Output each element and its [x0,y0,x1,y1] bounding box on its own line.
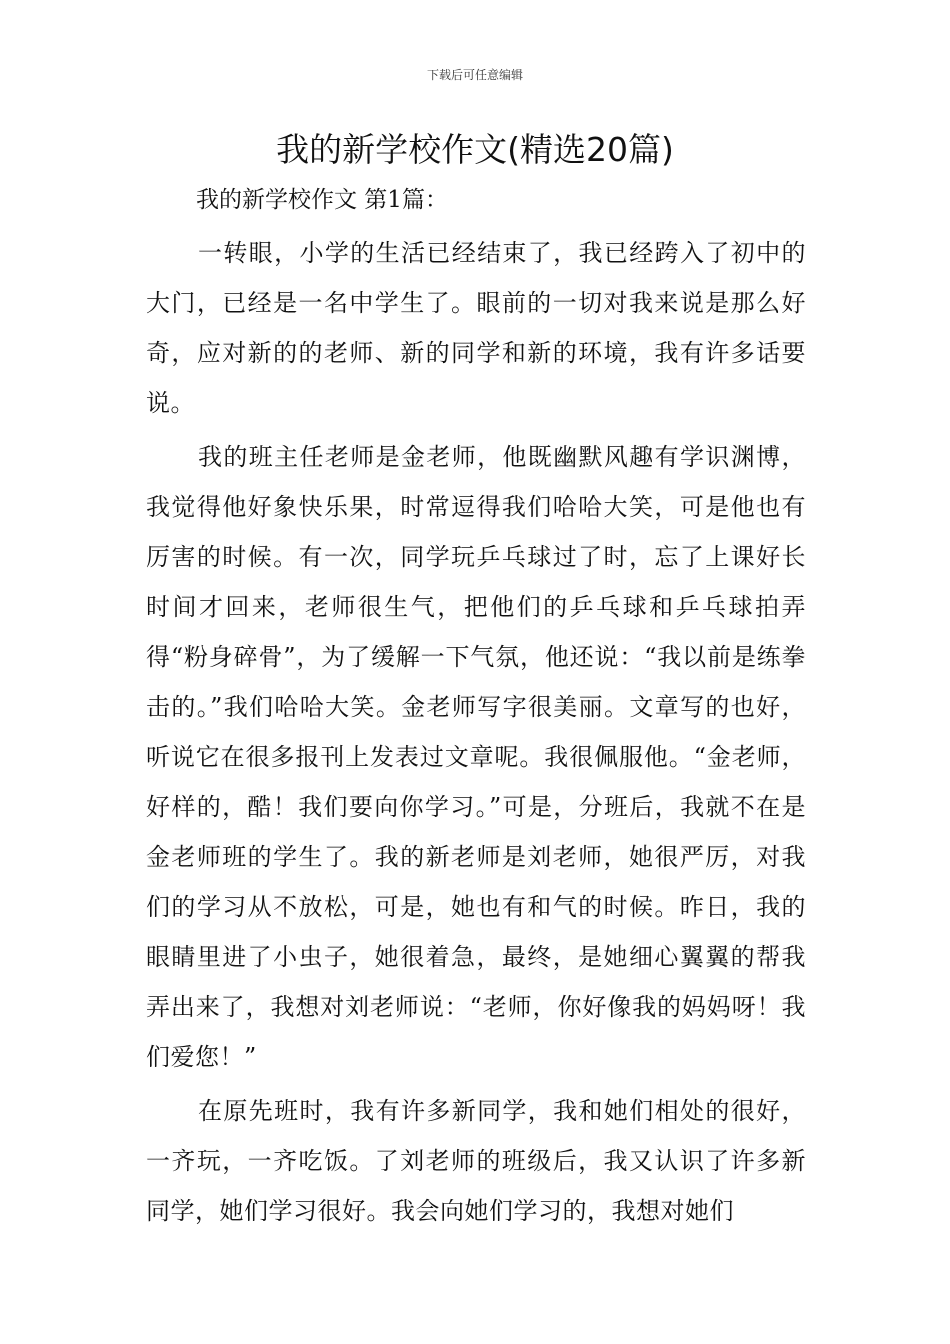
page-header-note: 下载后可任意编辑 [426,68,523,82]
paragraph-2: 我的班主任老师是金老师，他既幽默风趣有学识渊博，我觉得他好象快乐果，时常逗得我们哈哈大笑，可是他也有厉害的时候。有一次，同学玩乒乓球过了时，忘了上课好长时间才回来，老师很生气，把他们的乒乓球和乒乓球拍弄得“粉身碎骨”，为了缓解一下气氛，他还说：“我以前是练拳击的。”我们哈哈大笑。金老师写字很美丽。文章写的也好，听说它在很多报刊上发表过文章呢。我很佩服他。“金老师，好样的，酷！我们要向你学习。”可是，分班后，我就不在是金老师班的学生了。我的新老师是刘老师，她很严厉，对我们的学习从不放松，可是，她也有和气的时候。昨日，我的眼睛里进了小虫子，她很着急，最终，是她细心翼翼的帮我弄出来了，我想对刘老师说：“老师，你好像我的妈妈呀！我们爱您！” [146,443,806,1071]
paragraph-3: 在原先班时，我有许多新同学，我和她们相处的很好，一齐玩，一齐吃饭。了刘老师的班级后，我又认识了许多新同学，她们学习很好。我会向她们学习的，我想对她们 [146,1097,806,1225]
paragraph-1: 一转眼，小学的生活已经结束了，我已经跨入了初中的大门，已经是一名中学生了。眼前的一切对我来说是那么好奇，应对新的的老师、新的同学和新的环境，我有许多话要说。 [146,239,806,417]
section-heading: 我的新学校作文 第1篇： [196,187,448,213]
article-body [146,228,806,1236]
document-title: 我的新学校作文(精选20篇) [276,130,674,169]
